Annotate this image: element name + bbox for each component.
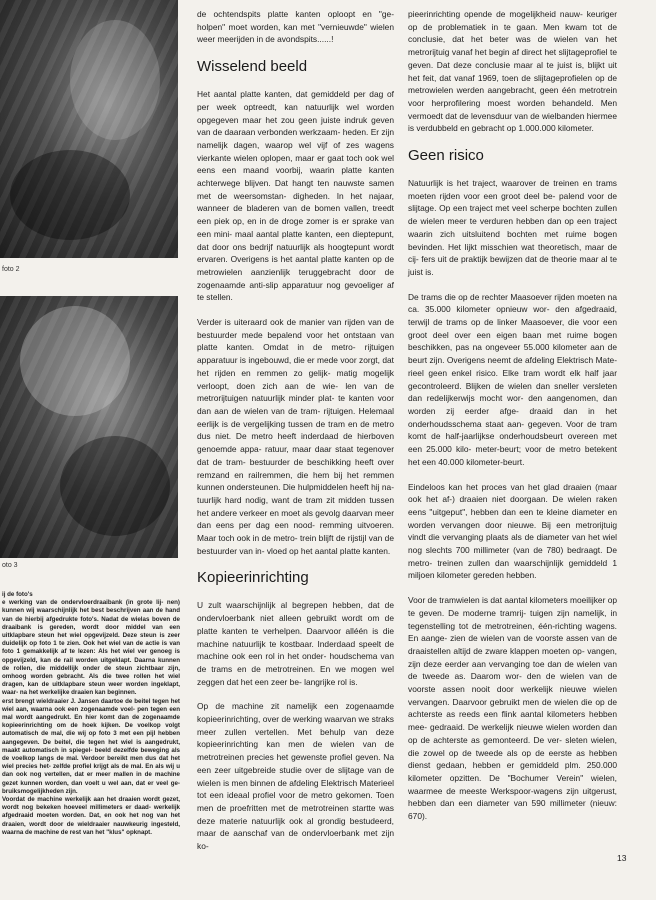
photo-shadow <box>60 436 170 536</box>
caption-paragraph: erst brengt wieldraaier J. Jansen daartoe de beitel tegen het wiel aan, waarna ook een zogenaamde voel- pen tegen een mal wordt aangedrukt. En hier komt dan de zogenaamde kopieerinrichting om de hoek kijken. De voelkop volgt automatisch de mal, die wij op foto 3 met een pijl hebben aangegeven. De beitel, die tegen het wiel is aangedrukt, maakt automatisch in spiegel- beeld dezelfde beweging als de voelkop langs de mal. Verdoor bereikt men dus dat het wiel precies het- zelfde profiel krijgt als de mal. En als wij u dan ook nog vertellen, dat er meer mallen in de machine gezet kunnen worden, dan voelt u wel aan, dat er veel ge- bruiksmogelijkheden zijn. <box>2 697 180 795</box>
caption-heading: ij de foto's <box>2 591 33 598</box>
photo-wheel-lathe-1 <box>0 0 178 258</box>
photo-highlight <box>20 306 130 416</box>
paragraph: de ochtendspits platte kanten oploopt en "ge- holpen" moet worden, kan met "vernieuwde" wielen weer meerijden in de avondspits......! <box>197 9 394 45</box>
paragraph: De trams die op de rechter Maasoever rijden moeten na ca. 35.000 kilometer opnieuw wor- den afgedraaid, terwijl de trams op de linker Maasoever, die voor een groot deel over een eigen baan met ruime bogen beschikken, pas na ongeveer 55.000 kilometer aan de beurt zijn. Overigens neemt de afdeling Elektrisch Mate- rieel geen enkel risico. Elke tram wordt elk half jaar gecontroleerd. Blijken de wielen dan sneller versleten dan redelijkerwijs mocht wor- den aangenomen, dan worden zij eerder afge- draaid dan in het onderhoudsschema staat aan- gegeven. Voor de tram komt de half-jaarlijkse onderhoudsbeurt overeen met een 25.000 kilo- meter-beurt; voor de metro betekent het een 40.000 kilometer-beurt. <box>408 291 617 467</box>
page-number: 13 <box>617 853 627 863</box>
paragraph: Het aantal platte kanten, dat gemiddeld per dag of per week optreedt, kan natuurlijk wel worden opgegeven maar het zou geen juiste indruk geven van de daaraan verbonden werkzaam- heden. Er zijn namelijk dagen, waarop wel vijf of zes wagens vierkante wielen oplopen, maar er gaat toch ook wel eens een maand voorbij, waarin platte kanten achterwege blijven. Dat hangt ten nauwste samen met de weersomstan- digheden. In het najaar, wanneer de bladeren van de bomen vallen, treedt een piek op, en in de droge zomer is er sprake van een mini- maal aantal platte kanten, een dieptepunt, dat door ons bedrijf natuurlijk als hoogtepunt wordt ervaren. Overigens is het aantal platte kanten op de metrowielen aanzienlijk teruggebracht door de zogenaamde anti-slip apparatuur nog gevoeliger af te stellen. <box>197 89 394 303</box>
paragraph: U zult waarschijnlijk al begrepen hebben, dat de ondervloerbank niet alleen gebruikt wordt om de platte kanten te verhelpen. Daarvoor alléén is die machine natuurlijk te kostbaar. Inderdaad speelt de machine ook een rol in het onder- houdschema van de trams en de metrotreinen. En we mogen wel zeggen dat het een zeer be- langrijke rol is. <box>197 600 394 687</box>
photo-caption <box>2 591 180 896</box>
photo-highlight <box>70 20 160 140</box>
caption-paragraph: Voordat de machine werkelijk aan het draaien wordt gezet, wordt nog bekeken hoeveel millimeters er daad- werkelijk afgedraaid moeten worden. Dat, en ook het nog van het draaien, wordt door de wieldraaier nauwkeurig ingesteld, waarna de machine de rest van het "klus" opknapt. <box>2 796 180 836</box>
paragraph: Verder is uiteraard ook de manier van rijden van de bestuurder mede bepalend voor het ontstaan van platte kanten. Omdat in de metro- rijtuigen apparatuur is ingebouwd, die er mede voor zorgt, dat het rijden en remmen zo gelijk- matig mogelijk verloopt, doen zich aan de wie- len van de metrorijtuigen natuurlijk minder plat- te kanten voor dan aan de wielen van de tram- rijtuigen. Helemaal eerlijk is de vergelijking tussen de tram en de metro dus niet. De metro heeft inderdaad de hierboven genoemde appa- ratuur, maar daar staat tegenover dat de tram- bestuurder de beschikking heeft over remzand en railremmen, die hem bij het remmen kunnen ondersteunen. Die hulpmiddelen heeft hij na- tuurlijk hard nodig, want de tram zit midden tussen het andere verkeer en moet als gevolg daarvan meer dan eens per dag een nood- remming uitvoeren. Maar toch ook in de metro- trein blijft de rijstijl van de bestuurder van in- vloed op het aantal platte kanten. <box>197 317 394 556</box>
middle-column <box>197 8 394 865</box>
caption-paragraph: e werking van de ondervloerdraaibank (in grote lij- nen) kunnen wij waarschijnlijk het best beschrijven aan de hand van de hierbij afgedrukte foto's. Nadat de wielas boven de draaibank is gereden, wordt door middel van een uitklapbare steun het wiel opgevijzeld. Deze steun is zeer duidelijk op foto 1 te zien. Ook het wiel van de actie is van foto 1 gemakkelijk af te lezen: Als het wiel ver genoeg is opgevijzeld, kan de rail worden uitgeklapt. Daarna kunnen de rollen, die middellijk onder de steun zichtbaar zijn, omhoog worden gebracht. Als die twee rollen het wiel dragen, kan de uitklapbare steun weer worden ingeklapt, waar- na het werkelijke draaien kan beginnen. <box>2 599 180 697</box>
paragraph: Op de machine zit namelijk een zogenaamde kopieerinrichting, over de werking waarvan we straks meer zullen vertellen. Met behulp van deze kopieerinrichting kan men de wielen van de metrotreinen precies het gewenste profiel geven. Na een zeer uitgebreide studie over de slijtage van de wielen is men binnen de afdeling Elektrisch Materieel tot een ideaal profiel voor de metro gekomen. Toen men de proefritten met de metrotreinen startte was deze materie natuurlijk ook al grondig bestudeerd, maar de aanschaf van de ondervloerbank met zijn ko- <box>197 701 394 852</box>
photo-shadow <box>10 150 130 240</box>
paragraph: Natuurlijk is het traject, waarover de treinen en trams moeten rijden voor een groot deel be- palend voor de slijtage. Op een traject met veel scherpe bochten zullen de wielen meer te verduren hebben dan op een traject waarin zich uitsluitend bochten met ruime bogen bevinden. Het lijkt misschien wat theoretisch, maar de cij- fers uit de praktijk bewijzen dat de theorie maar al te juist is. <box>408 178 617 277</box>
paragraph: Eindeloos kan het proces van het glad draaien (maar ook het af-) draaien niet doorgaan. De wielen raken eens "uitgeput", hebben dan een te kleine diameter en worden vervangen door nieuwe. Bij een metrorijtuig vindt die vervanging plaats als de diameter van het wiel nog slechts 700 millimeter (van de 780) bedraagt. De metro- treinen zullen dan waarschijnlijk gemiddeld 1 miljoen kilometer gereden hebben. <box>408 481 617 581</box>
photo3-label: oto 3 <box>2 562 18 569</box>
section-heading: Wisselend beeld <box>197 58 308 76</box>
section-heading: Kopieerinrichting <box>197 569 309 587</box>
section-heading: Geen risico <box>408 147 484 165</box>
paragraph: pieerinrichting opende de mogelijkheid nauw- keuriger op de problematiek in te gaan. Men kwam tot de conclusie, dat het beter was de wielen van het metrorijtuig vanaf het begin af direct het slijtageprofiel te geven. Dat deze conclusie maar al te juist is, blijkt uit het feit, dat vanaf 1969, toen de slijtageprofielen op de metrowielen werden aangebracht, geen één metrotrein voor herprofilering moest worden behandeld. Men vermoedt dat de levensduur van de wielbanden hiermee is verdubbeld en gebracht op 1.000.000 kilometer. <box>408 9 617 134</box>
photo2-label: foto 2 <box>2 266 20 273</box>
paragraph: Voor de tramwielen is dat aantal kilometers moeilijker op te geven. De moderne tramrij- tuigen zijn namelijk, in tegenstelling tot de metrotreinen, één-richting wagens. En aange- zien de wielen van de voorste assen van de draaistellen altijd de zware klappen moeten op- vangen, zijn deze eerder aan vervanging toe dan de wielen van de tweede as. Daarom wor- den de wielen van de voorste assen nooit door werkelijk nieuwe wielen vervangen. Daarvoor gebruikt men de wielen die op de achterste as reeds een flink aantal kilometers hebben mee- gedraaid. De werkelijk nieuwe wielen worden dan op de achterste as gemonteerd. De ver- sleten wielen, die zowel op de tweede als op de eerste as hebben dienst gedaan, hebben er gemiddeld plm. 250.000 kilometer opzitten. De "Bochumer Verein" wielen, waarmee de meeste Werkspoor-wagens zijn uitgerust, hebben dan een diameter van 590 millimeter (nieuw: 670). <box>408 595 618 822</box>
photo-wheel-lathe-2 <box>0 296 178 558</box>
right-column <box>408 8 617 835</box>
